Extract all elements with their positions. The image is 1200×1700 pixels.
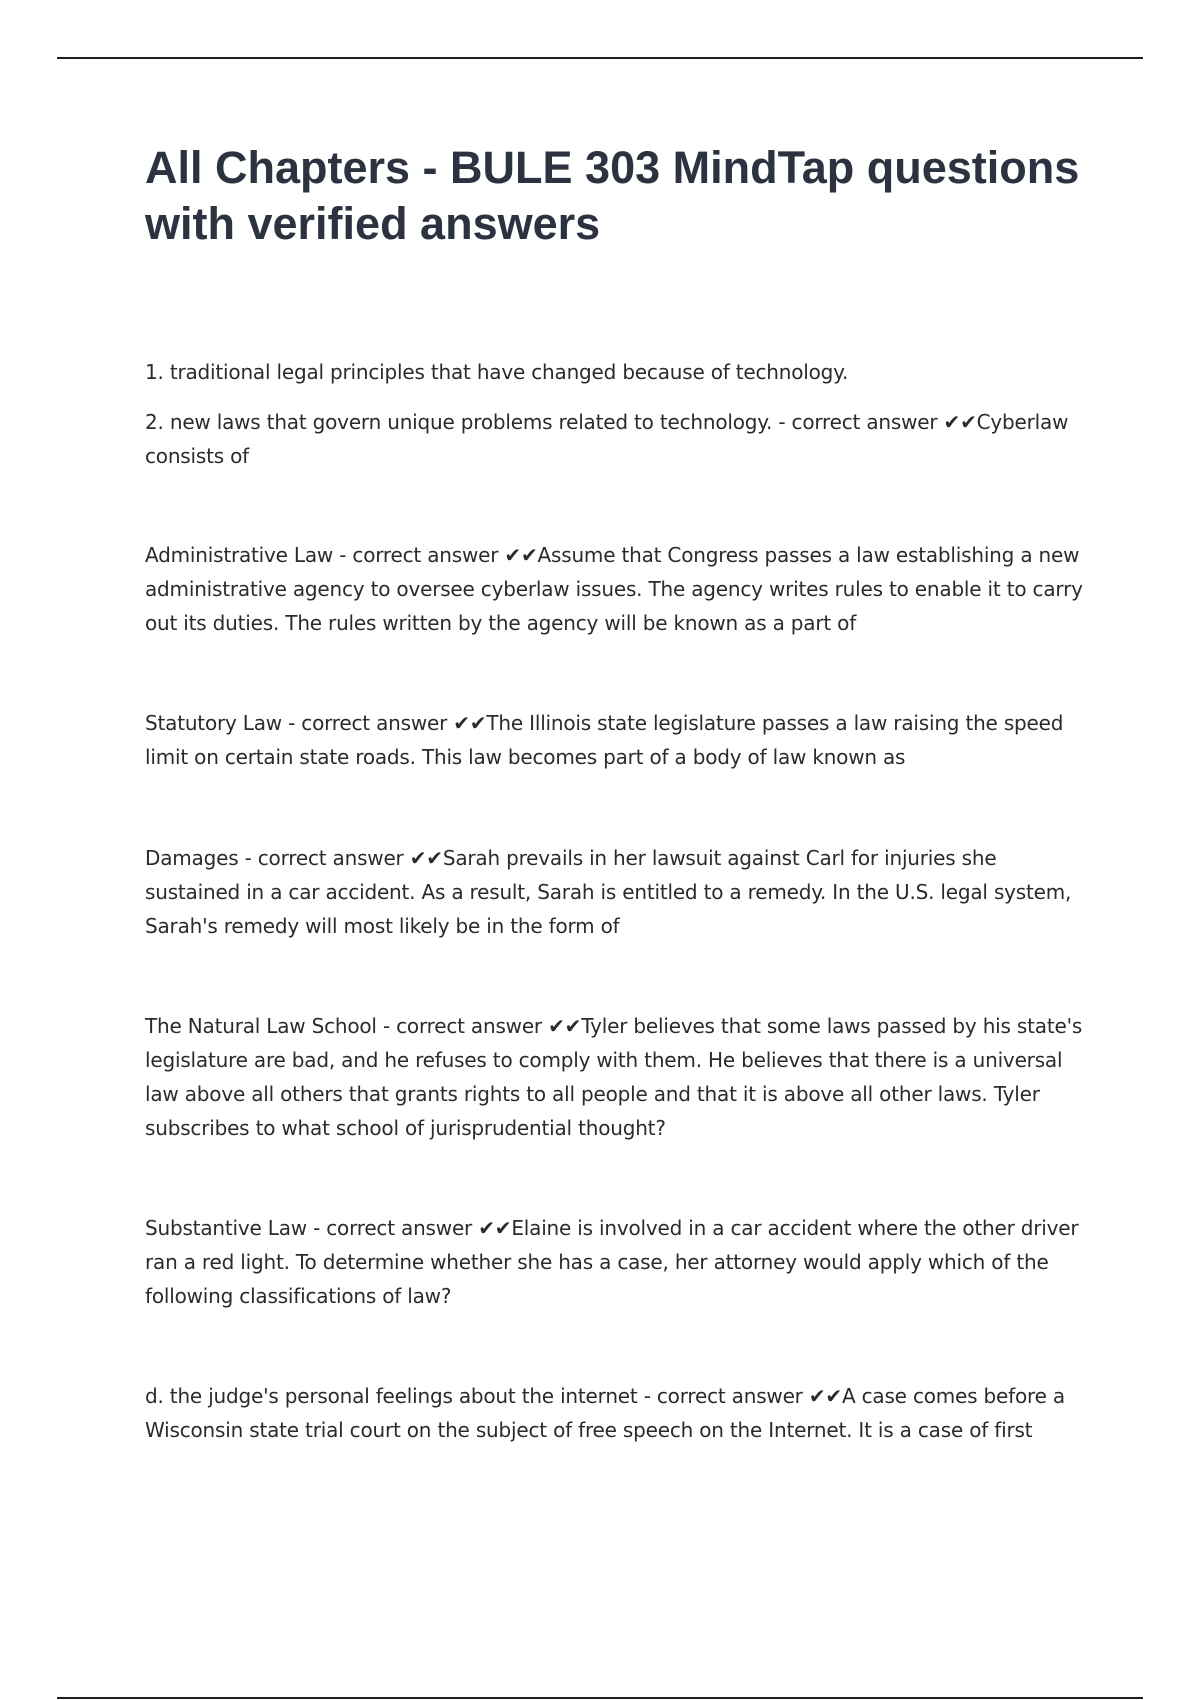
- paragraph-1: 1. traditional legal principles that have changed because of technology.: [145, 360, 849, 384]
- paragraph-7: Substantive Law - correct answer ✔✔Elaine is involved in a car accident where the other driver ran a red light. To determine whether she has a case, her attorney would apply which of the following classifications of law?: [145, 1216, 1079, 1308]
- paragraph-6: The Natural Law School - correct answer ✔✔Tyler believes that some laws passed by his state's legislature are bad, and he refuses to comply with them. He believes that there is a universal law above all others that grants rights to all people and that it is above all other laws. Tyler subscribes to what school of jurisprudential thought?: [145, 1014, 1083, 1140]
- paragraph-2: 2. new laws that govern unique problems related to technology. - correct answer ✔✔Cyberlaw consists of: [145, 410, 1069, 468]
- top-rule: [57, 57, 1143, 59]
- document-body: [145, 140, 1085, 252]
- paragraph-4: Statutory Law - correct answer ✔✔The Illinois state legislature passes a law raising the speed limit on certain state roads. This law becomes part of a body of law known as: [145, 711, 1064, 769]
- paragraph-5: Damages - correct answer ✔✔Sarah prevails in her lawsuit against Carl for injuries she sustained in a car accident. As a result, Sarah is entitled to a remedy. In the U.S. legal system, Sarah's remedy will most likely be in the form of: [145, 846, 1072, 938]
- paragraph-3: Administrative Law - correct answer ✔✔Assume that Congress passes a law establishing a new administrative agency to oversee cyberlaw issues. The agency writes rules to enable it to carry out its duties. The rules written by the agency will be known as a part of: [145, 543, 1083, 635]
- paragraph-8: d. the judge's personal feelings about the internet - correct answer ✔✔A case comes before a Wisconsin state trial court on the subject of free speech on the Internet. It is a case of first: [145, 1384, 1065, 1442]
- bottom-rule: [57, 1697, 1143, 1699]
- document-title: All Chapters - BULE 303 MindTap questions with verified answers: [145, 142, 1080, 249]
